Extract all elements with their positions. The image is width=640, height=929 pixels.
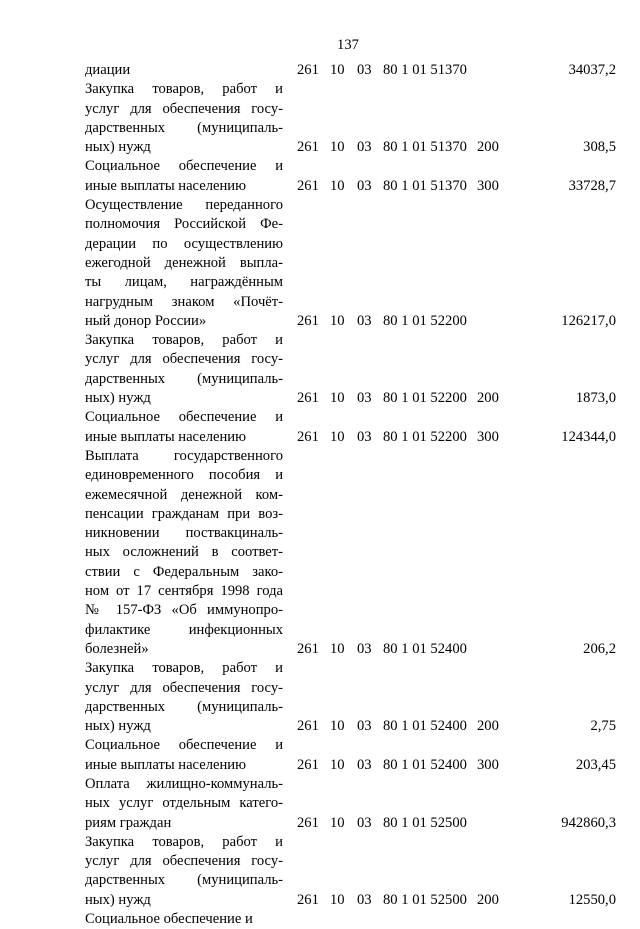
section-code: 10 <box>330 640 345 657</box>
table-row <box>0 833 640 910</box>
row-description <box>85 408 283 447</box>
description-line: ный донор России» <box>85 312 207 329</box>
description-line: Закупка товаров, работ и <box>85 833 283 850</box>
description-line: Осуществление переданного <box>85 197 283 214</box>
target-article-code: 80 1 01 51370 <box>383 139 467 156</box>
description-line: дарственных (муниципаль- <box>85 370 283 387</box>
description-line: ных услуг отдельным катего- <box>85 795 283 812</box>
description-line: дарственных (муниципаль- <box>85 698 283 715</box>
description-line: дарственных (муниципаль- <box>85 119 283 136</box>
row-description <box>85 157 283 196</box>
target-article-code: 80 1 01 51370 <box>383 177 467 194</box>
subsection-code: 03 <box>357 891 372 908</box>
expense-type-code: 200 <box>477 390 499 407</box>
description-line: ежегодной денежной выпла- <box>85 254 283 271</box>
row-description <box>85 659 283 736</box>
description-line: Социальное обеспечение и <box>85 409 283 426</box>
section-code: 10 <box>330 756 345 773</box>
target-article-code: 80 1 01 52200 <box>383 390 467 407</box>
table-row <box>0 331 640 408</box>
ministry-code: 261 <box>297 891 319 908</box>
target-article-code: 80 1 01 52400 <box>383 718 467 735</box>
budget-table <box>0 61 640 929</box>
description-line: Социальное обеспечение и <box>85 158 283 175</box>
description-line: услуг для обеспечения госу- <box>85 351 283 368</box>
table-row <box>0 408 640 447</box>
description-line: Оплата жилищно-коммуналь- <box>85 775 283 792</box>
description-line: иные выплаты населению <box>85 177 246 194</box>
subsection-code: 03 <box>357 312 372 329</box>
row-description <box>85 331 283 408</box>
section-code: 10 <box>330 62 345 78</box>
description-line: иные выплаты населению <box>85 428 246 445</box>
row-description <box>85 833 283 910</box>
subsection-code: 03 <box>357 428 372 445</box>
ministry-code: 261 <box>297 390 319 407</box>
description-line: нагрудным знаком «Почёт- <box>85 293 283 310</box>
description-line: никновении поствакциналь- <box>85 525 283 542</box>
description-line: ных) нужд <box>85 718 151 735</box>
amount: 124344,0 <box>561 428 616 445</box>
section-code: 10 <box>330 177 345 194</box>
target-article-code: 80 1 01 52400 <box>383 640 467 657</box>
ministry-code: 261 <box>297 312 319 329</box>
row-description <box>85 447 283 659</box>
table-row <box>0 61 640 80</box>
description-line: услуг для обеспечения госу- <box>85 100 283 117</box>
section-code: 10 <box>330 718 345 735</box>
ministry-code: 261 <box>297 177 319 194</box>
target-article-code: 80 1 01 52500 <box>383 814 467 831</box>
description-line: дерации по осуществлению <box>85 235 283 252</box>
amount: 1873,0 <box>575 390 616 407</box>
table-row <box>0 659 640 736</box>
description-line: болезней» <box>85 640 149 657</box>
section-code: 10 <box>330 390 345 407</box>
ministry-code: 261 <box>297 814 319 831</box>
section-code: 10 <box>330 891 345 908</box>
target-article-code: 80 1 01 52200 <box>383 428 467 445</box>
subsection-code: 03 <box>357 390 372 407</box>
ministry-code: 261 <box>297 139 319 156</box>
description-line: диации <box>85 62 131 78</box>
ministry-code: 261 <box>297 718 319 735</box>
amount: 33728,7 <box>568 177 616 194</box>
description-line: иные выплаты населению <box>85 756 246 773</box>
description-line: ных) нужд <box>85 139 151 156</box>
table-row <box>0 196 640 331</box>
table-row <box>0 80 640 157</box>
description-line: риям граждан <box>85 814 172 831</box>
target-article-code: 80 1 01 51370 <box>383 62 467 78</box>
row-description <box>85 736 283 775</box>
ministry-code: 261 <box>297 62 319 78</box>
subsection-code: 03 <box>357 640 372 657</box>
description-line: ных) нужд <box>85 891 151 908</box>
description-line: Закупка товаров, работ и <box>85 81 283 98</box>
table-row <box>0 447 640 659</box>
description-line: Закупка товаров, работ и <box>85 332 283 349</box>
description-line: филактике инфекционных <box>85 621 283 638</box>
row-description <box>85 910 283 929</box>
section-code: 10 <box>330 312 345 329</box>
expense-type-code: 200 <box>477 718 499 735</box>
table-row <box>0 775 640 833</box>
description-line: ных осложнений в соответ- <box>85 544 283 561</box>
description-line: ных) нужд <box>85 390 151 407</box>
expense-type-code: 300 <box>477 428 499 445</box>
amount: 34037,2 <box>568 62 616 78</box>
subsection-code: 03 <box>357 718 372 735</box>
section-code: 10 <box>330 814 345 831</box>
description-line: полномочия Российской Фе- <box>85 216 283 233</box>
description-line: ствии с Федеральным зако- <box>85 563 283 580</box>
amount: 12550,0 <box>568 891 616 908</box>
target-article-code: 80 1 01 52500 <box>383 891 467 908</box>
amount: 206,2 <box>583 640 616 657</box>
description-line: услуг для обеспечения госу- <box>85 853 283 870</box>
expense-type-code: 300 <box>477 756 499 773</box>
description-line: ежемесячной денежной ком- <box>85 486 283 503</box>
page-number: 137 <box>337 37 359 53</box>
subsection-code: 03 <box>357 62 372 78</box>
description-line: Социальное обеспечение и <box>85 911 253 928</box>
subsection-code: 03 <box>357 756 372 773</box>
amount: 308,5 <box>583 139 616 156</box>
row-description <box>85 80 283 157</box>
amount: 2,75 <box>590 718 616 735</box>
amount: 203,45 <box>575 756 616 773</box>
description-line: ты лицам, награждённым <box>85 274 283 291</box>
description-line: Социальное обеспечение и <box>85 737 283 754</box>
row-description <box>85 775 283 833</box>
description-line: дарственных (муниципаль- <box>85 872 283 889</box>
section-code: 10 <box>330 139 345 156</box>
description-line: № 157-ФЗ «Об иммунопро- <box>85 602 283 619</box>
ministry-code: 261 <box>297 756 319 773</box>
description-line: Выплата государственного <box>85 447 283 464</box>
description-line: услуг для обеспечения госу- <box>85 679 283 696</box>
description-line: Закупка товаров, работ и <box>85 660 283 677</box>
description-line: ном от 17 сентября 1998 года <box>85 583 283 600</box>
subsection-code: 03 <box>357 177 372 194</box>
target-article-code: 80 1 01 52200 <box>383 312 467 329</box>
expense-type-code: 300 <box>477 177 499 194</box>
target-article-code: 80 1 01 52400 <box>383 756 467 773</box>
table-row <box>0 736 640 775</box>
section-code: 10 <box>330 428 345 445</box>
description-line: единовременного пособия и <box>85 467 283 484</box>
subsection-code: 03 <box>357 814 372 831</box>
table-row <box>0 157 640 196</box>
expense-type-code: 200 <box>477 891 499 908</box>
amount: 942860,3 <box>561 814 616 831</box>
expense-type-code: 200 <box>477 139 499 156</box>
amount: 126217,0 <box>561 312 616 329</box>
row-description <box>85 196 283 331</box>
subsection-code: 03 <box>357 139 372 156</box>
ministry-code: 261 <box>297 428 319 445</box>
description-line: пенсации гражданам при воз- <box>85 505 283 522</box>
ministry-code: 261 <box>297 640 319 657</box>
row-description <box>85 61 283 80</box>
table-row <box>0 910 640 929</box>
